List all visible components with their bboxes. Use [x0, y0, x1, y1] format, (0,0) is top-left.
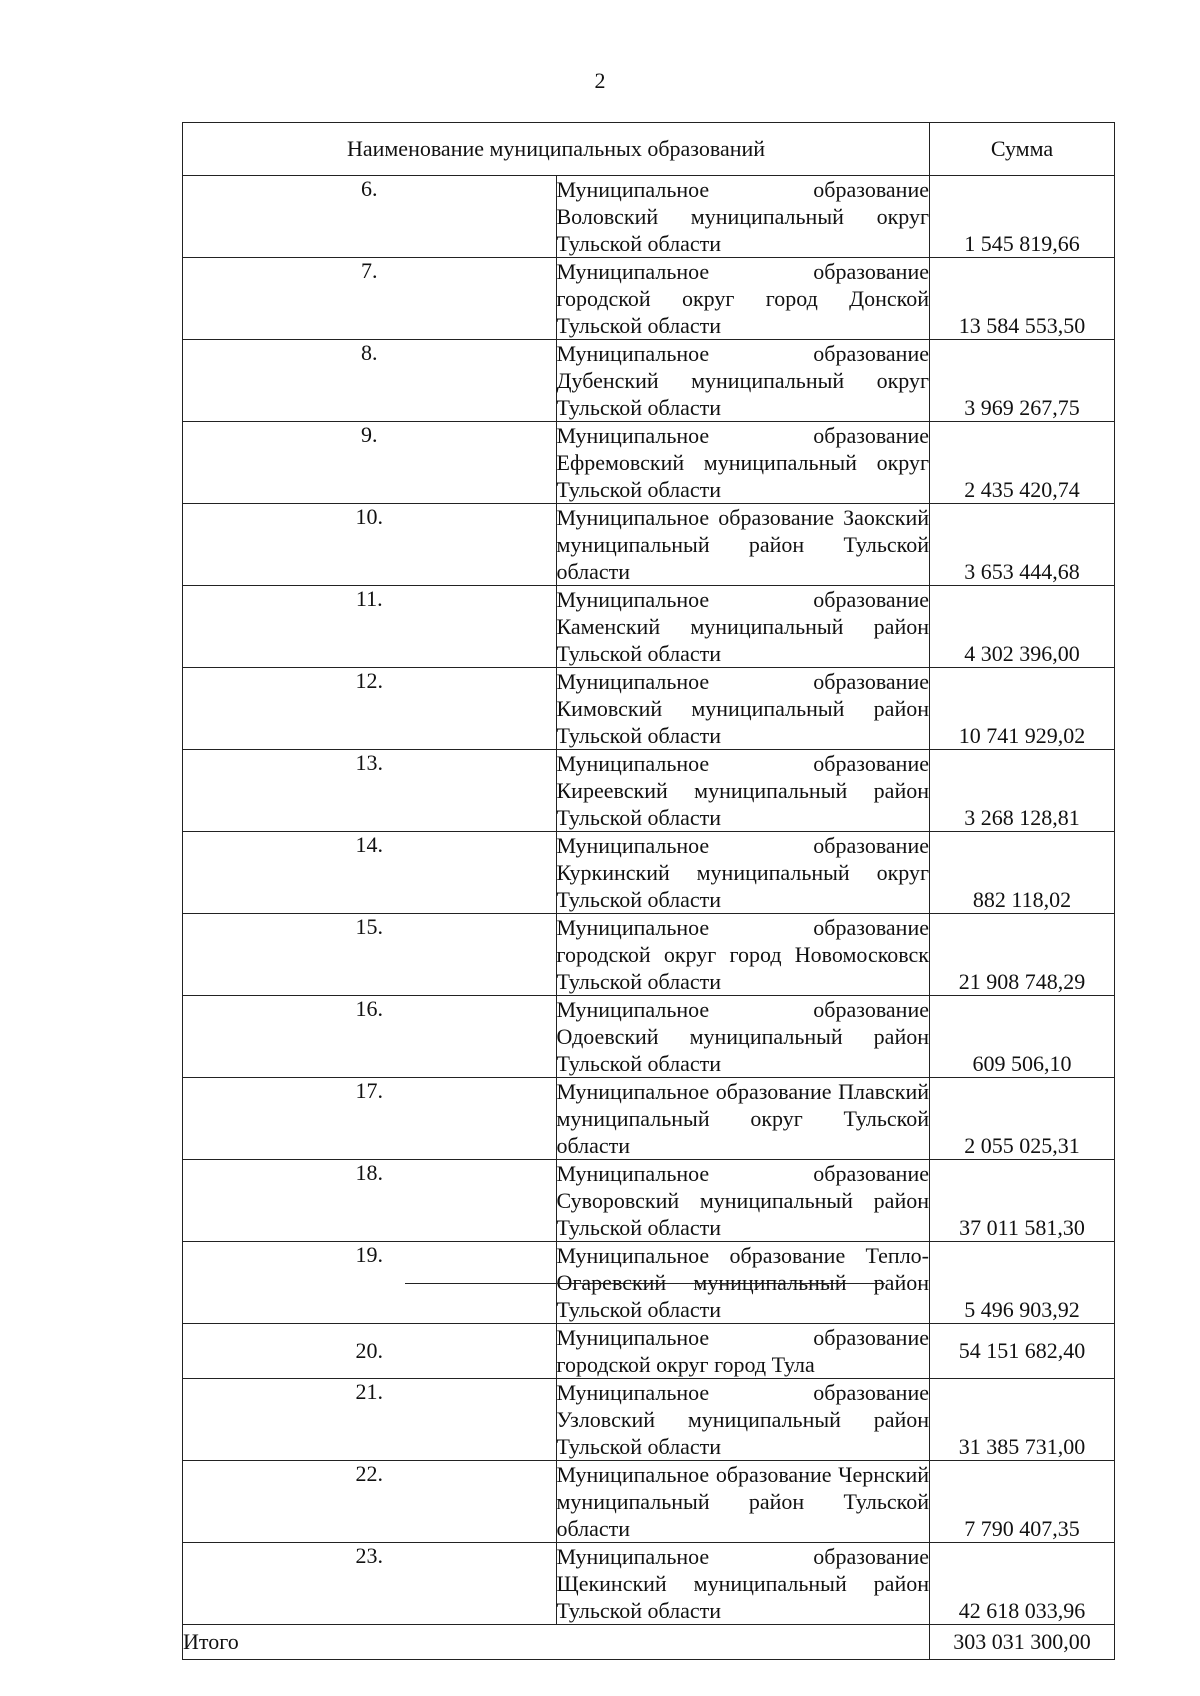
table-header-row — [183, 123, 1115, 176]
row-sum: 3 653 444,68 — [930, 504, 1115, 586]
table-row — [183, 258, 1115, 340]
table-row — [183, 996, 1115, 1078]
row-name: Муниципальное образование Заокский муниципальный район Тульской области — [556, 505, 929, 584]
row-number: 15. — [183, 914, 557, 996]
table-row — [183, 340, 1115, 422]
row-name: Муниципальное образование Киреевский муниципальный район Тульской области — [556, 751, 929, 830]
row-name: Муниципальное образование Суворовский муниципальный район Тульской области — [556, 1161, 929, 1240]
table-row — [183, 1078, 1115, 1160]
table-row — [183, 1160, 1115, 1242]
row-sum: 7 790 407,35 — [930, 1461, 1115, 1543]
table-row — [183, 176, 1115, 258]
row-sum: 4 302 396,00 — [930, 586, 1115, 668]
row-sum: 2 055 025,31 — [930, 1078, 1115, 1160]
row-number: 13. — [183, 750, 557, 832]
row-name: Муниципальное образование Воловский муниципальный округ Тульской области — [556, 177, 929, 256]
table-row — [183, 914, 1115, 996]
header-name: Наименование муниципальных образований — [183, 123, 930, 176]
row-sum: 42 618 033,96 — [930, 1543, 1115, 1625]
total-sum: 303 031 300,00 — [930, 1625, 1115, 1660]
table-row — [183, 586, 1115, 668]
row-number: 17. — [183, 1078, 557, 1160]
row-number: 22. — [183, 1461, 557, 1543]
row-sum: 3 969 267,75 — [930, 340, 1115, 422]
row-number: 10. — [183, 504, 557, 586]
row-number: 19. — [183, 1242, 557, 1324]
row-name: Муниципальное образование Дубенский муниципальный округ Тульской области — [556, 341, 929, 420]
closing-separator-line — [405, 1283, 885, 1284]
row-number: 8. — [183, 340, 557, 422]
table-row — [183, 668, 1115, 750]
row-number: 14. — [183, 832, 557, 914]
row-number: 18. — [183, 1160, 557, 1242]
row-sum: 13 584 553,50 — [930, 258, 1115, 340]
row-name: Муниципальное образование Щекинский муниципальный район Тульской области — [556, 1544, 929, 1623]
row-sum: 31 385 731,00 — [930, 1379, 1115, 1461]
row-name: Муниципальное образование Куркинский муниципальный округ Тульской области — [556, 833, 929, 912]
row-number: 9. — [183, 422, 557, 504]
row-sum: 54 151 682,40 — [930, 1324, 1115, 1379]
row-number: 11. — [183, 586, 557, 668]
row-name: Муниципальное образование городской округ город Тула — [556, 1325, 929, 1377]
row-number: 21. — [183, 1379, 557, 1461]
row-name: Муниципальное образование Узловский муниципальный район Тульской области — [556, 1380, 929, 1459]
row-sum: 10 741 929,02 — [930, 668, 1115, 750]
row-sum: 37 011 581,30 — [930, 1160, 1115, 1242]
row-name: Муниципальное образование городской округ город Новомосковск Тульской области — [556, 915, 929, 994]
table-row — [183, 1461, 1115, 1543]
row-sum: 3 268 128,81 — [930, 750, 1115, 832]
row-number: 7. — [183, 258, 557, 340]
table-row — [183, 750, 1115, 832]
table-row — [183, 504, 1115, 586]
row-name: Муниципальное образование городской округ город Донской Тульской области — [556, 259, 929, 338]
total-label: Итого — [183, 1625, 930, 1660]
row-name: Муниципальное образование Тепло-Огаревский муниципальный район Тульской области — [556, 1243, 929, 1322]
municipal-sums-table — [182, 122, 1115, 1660]
row-name: Муниципальное образование Каменский муниципальный район Тульской области — [556, 587, 929, 666]
table-row — [183, 1324, 1115, 1379]
row-sum: 21 908 748,29 — [930, 914, 1115, 996]
row-number: 23. — [183, 1543, 557, 1625]
table-row — [183, 1379, 1115, 1461]
row-number: 6. — [183, 176, 557, 258]
header-sum: Сумма — [930, 123, 1115, 176]
page-number: 2 — [594, 68, 606, 93]
total-row — [183, 1625, 1115, 1660]
table-row — [183, 422, 1115, 504]
table-row — [183, 1543, 1115, 1625]
row-name: Муниципальное образование Чернский муниципальный район Тульской области — [556, 1462, 929, 1541]
row-sum: 882 118,02 — [930, 832, 1115, 914]
row-sum: 1 545 819,66 — [930, 176, 1115, 258]
row-name: Муниципальное образование Плавский муниципальный округ Тульской области — [556, 1079, 929, 1158]
row-name: Муниципальное образование Ефремовский муниципальный округ Тульской области — [556, 423, 929, 502]
row-name: Муниципальное образование Одоевский муниципальный район Тульской области — [556, 997, 929, 1076]
row-sum: 2 435 420,74 — [930, 422, 1115, 504]
table-row — [183, 832, 1115, 914]
row-number: 16. — [183, 996, 557, 1078]
row-number: 20. — [183, 1324, 557, 1379]
row-number: 12. — [183, 668, 557, 750]
row-sum: 609 506,10 — [930, 996, 1115, 1078]
row-sum: 5 496 903,92 — [930, 1242, 1115, 1324]
row-name: Муниципальное образование Кимовский муниципальный район Тульской области — [556, 669, 929, 748]
